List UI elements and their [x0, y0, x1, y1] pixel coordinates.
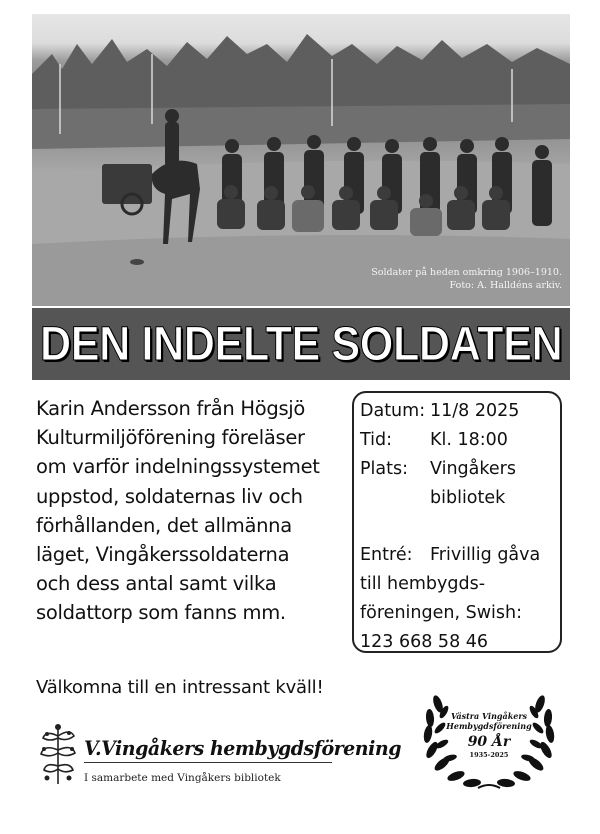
society-divider — [84, 762, 332, 763]
place-value-line1: Vingåkers — [430, 459, 516, 479]
photo-caption — [371, 266, 562, 292]
soldiers-photo-illustration — [32, 14, 570, 306]
entry-value: Frivillig gåva — [430, 545, 541, 565]
anniversary-text — [420, 711, 558, 759]
place-value-line2: bibliotek — [430, 488, 506, 508]
place-row — [360, 455, 554, 513]
photo-caption-line1: Soldater på heden omkring 1906–1910. — [371, 267, 562, 278]
title-banner — [32, 308, 570, 380]
date-label: Datum: — [360, 401, 426, 421]
lecture-description: Karin Andersson från Högsjö Kulturmiljöförening föreläser om varför indelningssystemet uppstod, soldaternas liv och förhållanden, det allmänna läget, Vingåkerssoldaterna och dess antal samt vilka soldattorp som fanns mm. — [36, 397, 320, 625]
entry-line3: föreningen, Swish: — [360, 603, 522, 623]
entry-label: Entré: — [360, 545, 413, 565]
historical-soldiers-photo — [32, 14, 570, 306]
event-info-box — [352, 391, 562, 653]
time-label: Tid: — [360, 430, 393, 450]
society-name: V.Vingåkers hembygdsförening — [84, 736, 402, 760]
anniversary-badge — [420, 684, 558, 794]
anniversary-line2: Hembygdsförening — [446, 721, 532, 731]
welcome-text: Välkomna till en intressant kväll! — [36, 677, 324, 698]
photo-caption-line2: Foto: A. Halldéns arkiv. — [449, 280, 562, 291]
entry-row — [360, 541, 554, 570]
date-row — [360, 397, 554, 426]
time-value: Kl. 18:00 — [430, 430, 508, 450]
anniversary-line4: 1935-2025 — [469, 751, 509, 759]
plant-logo-icon — [38, 722, 78, 790]
anniversary-line3: 90 År — [467, 734, 511, 750]
time-row — [360, 426, 554, 455]
place-label: Plats: — [360, 459, 409, 479]
swish-number: 123 668 58 46 — [360, 632, 489, 652]
entry-line2: till hembygds- — [360, 574, 486, 594]
place-value — [430, 455, 554, 513]
anniversary-line1: Västra Vingåkers — [450, 711, 528, 721]
cooperation-text: I samarbete med Vingåkers bibliotek — [84, 772, 281, 784]
date-value: 11/8 2025 — [430, 401, 520, 421]
poster-title: DEN INDELTE SOLDATEN — [39, 317, 563, 371]
